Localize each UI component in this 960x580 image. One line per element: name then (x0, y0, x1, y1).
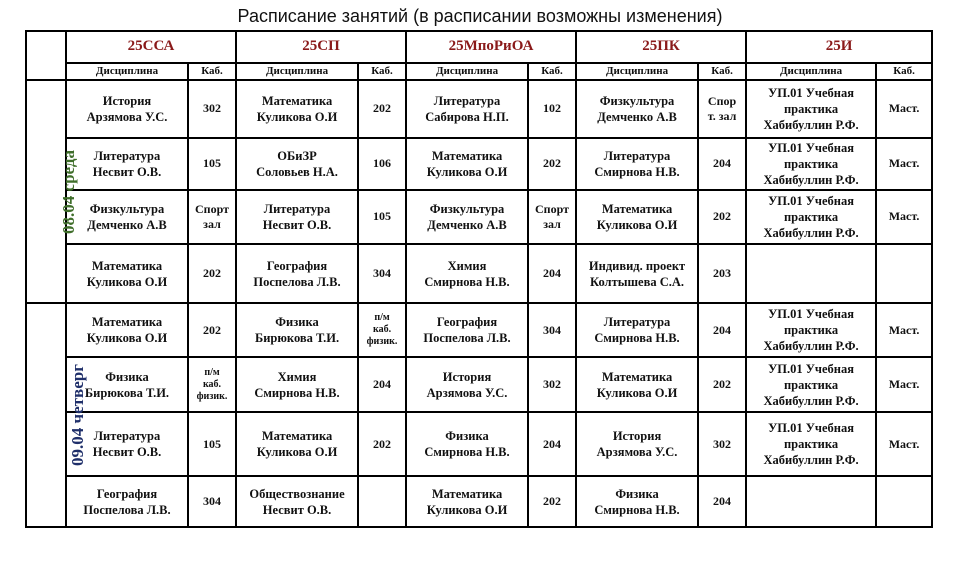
discipline-line: Демченко А.В (597, 109, 677, 124)
room-line: 202 (203, 322, 221, 337)
discipline-cell (746, 244, 876, 303)
discipline-cell (406, 476, 528, 527)
discipline-cell (746, 357, 876, 412)
discipline-line: Математика (91, 258, 163, 273)
room-line: физик. (366, 336, 398, 348)
discipline-line: Демченко А.В (427, 217, 507, 232)
room-cell (698, 80, 746, 138)
room-line: 304 (203, 494, 221, 509)
discipline-cell (406, 303, 528, 357)
room-line: 202 (543, 156, 562, 171)
room-cell (876, 476, 932, 527)
room-line: 106 (373, 156, 392, 171)
discipline-line: Несвит О.В. (92, 164, 162, 179)
discipline-line: практика (783, 437, 839, 452)
discipline-line: УП.01 Учебная (768, 193, 854, 208)
lesson-row (26, 303, 932, 357)
discipline-line: География (436, 315, 498, 330)
lesson-row (26, 80, 932, 138)
discipline-line: Физкультура (599, 93, 675, 108)
room-cell (188, 357, 236, 412)
discipline-header: Дисциплина (66, 63, 188, 80)
discipline-line: Несвит О.В. (262, 217, 332, 232)
lesson-row (26, 476, 932, 527)
discipline-cell (576, 357, 698, 412)
discipline-line: Литература (263, 201, 331, 216)
discipline-line: Куликова О.И (256, 109, 338, 124)
room-header: Каб. (188, 63, 236, 80)
room-header: Каб. (358, 63, 406, 80)
room-line: Маст. (888, 209, 920, 224)
discipline-line: Куликова О.И (86, 331, 168, 346)
page-title: Расписание занятий (в расписании возможны изменения) (237, 6, 723, 26)
room-cell (698, 357, 746, 412)
discipline-cell (746, 476, 876, 527)
discipline-cell (746, 412, 876, 476)
discipline-line: ОБиЗР (277, 148, 317, 163)
discipline-cell (406, 190, 528, 245)
discipline-line: Хабибуллин Р.Ф. (763, 453, 859, 468)
room-header: Каб. (876, 63, 932, 80)
group-header-row (26, 31, 932, 63)
discipline-line: Несвит О.В. (92, 445, 162, 460)
room-line: 302 (713, 436, 732, 451)
discipline-line: Химия (277, 369, 317, 384)
room-cell (876, 244, 932, 303)
room-cell (358, 303, 406, 357)
room-cell (876, 303, 932, 357)
room-cell (876, 190, 932, 245)
discipline-cell (236, 244, 358, 303)
discipline-line: История (442, 369, 492, 384)
room-cell (528, 412, 576, 476)
room-cell (528, 244, 576, 303)
room-cell (876, 412, 932, 476)
room-line: 204 (713, 156, 732, 171)
discipline-line: Поспелова Л.В. (423, 331, 511, 346)
room-cell (528, 80, 576, 138)
discipline-cell (746, 138, 876, 190)
room-line: п/м (204, 366, 220, 378)
discipline-cell (406, 80, 528, 138)
group-header: 25ССА (66, 31, 236, 63)
discipline-line: УП.01 Учебная (768, 85, 854, 100)
discipline-line: Математика (601, 201, 673, 216)
day-label: 08.04 среда (58, 149, 78, 234)
discipline-line: Арзямова У.С. (596, 445, 678, 460)
lesson-row (26, 412, 932, 476)
discipline-line: Колтышева С.А. (590, 274, 685, 289)
room-cell (358, 138, 406, 190)
discipline-cell (236, 190, 358, 245)
discipline-line: История (102, 93, 152, 108)
room-cell (698, 303, 746, 357)
discipline-header: Дисциплина (406, 63, 528, 80)
discipline-line: Смирнова Н.В. (594, 502, 680, 517)
room-line: 304 (373, 266, 392, 281)
discipline-line: Хабибуллин Р.Ф. (763, 225, 859, 240)
discipline-line: УП.01 Учебная (768, 140, 854, 155)
discipline-header: Дисциплина (576, 63, 698, 80)
discipline-line: УП.01 Учебная (768, 361, 854, 376)
discipline-line: География (266, 258, 328, 273)
subheader-row (26, 63, 932, 80)
room-line: Спорт (195, 201, 229, 216)
discipline-line: Сабирова Н.П. (425, 109, 509, 124)
room-cell (358, 412, 406, 476)
discipline-line: Математика (261, 93, 333, 108)
discipline-line: Литература (603, 315, 671, 330)
group-header: 25СП (236, 31, 406, 63)
discipline-line: Математика (431, 148, 503, 163)
group-header: 25МпоРиОА (406, 31, 576, 63)
discipline-header: Дисциплина (236, 63, 358, 80)
discipline-cell (746, 303, 876, 357)
discipline-line: Хабибуллин Р.Ф. (763, 339, 859, 354)
discipline-cell (406, 138, 528, 190)
room-line: каб. (372, 324, 392, 336)
discipline-cell (406, 412, 528, 476)
room-line: Маст. (888, 322, 920, 337)
room-line: 204 (543, 266, 562, 281)
room-cell (188, 190, 236, 245)
discipline-line: Куликова О.И (426, 164, 508, 179)
discipline-line: Поспелова Л.В. (83, 502, 171, 517)
room-line: Спорт (535, 201, 570, 216)
discipline-line: Смирнова Н.В. (594, 164, 680, 179)
discipline-line: Математика (91, 315, 163, 330)
room-cell (188, 476, 236, 527)
discipline-line: Физкультура (429, 201, 505, 216)
discipline-header: Дисциплина (746, 63, 876, 80)
discipline-line: Математика (601, 369, 673, 384)
discipline-cell (746, 80, 876, 138)
discipline-line: практика (783, 156, 839, 171)
discipline-cell (236, 138, 358, 190)
room-line: 202 (713, 209, 732, 224)
discipline-line: Физика (615, 486, 659, 501)
room-line: п/м (374, 312, 390, 324)
group-header: 25И (746, 31, 932, 63)
day-label: 09.04 четверг (67, 364, 87, 467)
discipline-line: Несвит О.В. (262, 502, 332, 517)
discipline-line: Куликова О.И (256, 445, 338, 460)
discipline-cell (406, 357, 528, 412)
discipline-line: Смирнова Н.В. (594, 331, 680, 346)
discipline-line: УП.01 Учебная (768, 307, 854, 322)
discipline-line: Физкультура (89, 201, 165, 216)
discipline-line: Смирнова Н.В. (424, 445, 510, 460)
day-label-cell (26, 303, 87, 527)
discipline-line: Соловьев Н.А. (256, 164, 338, 179)
discipline-cell (576, 476, 698, 527)
room-cell (358, 476, 406, 527)
room-cell (358, 80, 406, 138)
room-cell (528, 190, 576, 245)
discipline-line: Арзямова У.С. (86, 109, 168, 124)
room-cell (528, 303, 576, 357)
discipline-line: Индивид. проект (588, 258, 686, 273)
discipline-line: Куликова О.И (596, 217, 678, 232)
room-cell (698, 244, 746, 303)
discipline-cell (236, 303, 358, 357)
room-line: 204 (713, 322, 732, 337)
discipline-line: практика (783, 209, 839, 224)
room-line: т. зал (707, 108, 737, 123)
discipline-line: Куликова О.И (426, 502, 508, 517)
discipline-cell (576, 244, 698, 303)
day-label-cell (26, 80, 78, 304)
lesson-row (26, 357, 932, 412)
discipline-cell (66, 303, 188, 357)
discipline-cell (576, 138, 698, 190)
discipline-cell (576, 303, 698, 357)
discipline-line: Хабибуллин Р.Ф. (763, 117, 859, 132)
room-line: 302 (543, 377, 562, 392)
room-line: физик. (196, 390, 228, 402)
room-cell (188, 303, 236, 357)
room-line: 202 (713, 377, 732, 392)
room-line: 202 (373, 101, 392, 116)
room-line: 202 (373, 436, 392, 451)
room-header: Каб. (698, 63, 746, 80)
discipline-cell (236, 476, 358, 527)
room-cell (188, 138, 236, 190)
room-cell (188, 244, 236, 303)
room-cell (188, 412, 236, 476)
room-line: 105 (203, 156, 221, 171)
discipline-line: Арзямова У.С. (426, 385, 508, 400)
discipline-line: Математика (431, 486, 503, 501)
discipline-cell (66, 80, 188, 138)
room-cell (528, 138, 576, 190)
discipline-line: Физика (105, 369, 149, 384)
discipline-line: Бирюкова Т.И. (84, 385, 170, 400)
room-line: зал (203, 216, 221, 231)
room-line: 105 (373, 209, 392, 224)
discipline-cell (66, 476, 188, 527)
lesson-row (26, 190, 932, 245)
discipline-line: География (96, 486, 158, 501)
room-line: 204 (373, 377, 392, 392)
discipline-line: Хабибуллин Р.Ф. (763, 172, 859, 187)
discipline-cell (236, 80, 358, 138)
room-cell (188, 80, 236, 138)
lesson-row (26, 138, 932, 190)
room-cell (698, 412, 746, 476)
schedule-table (25, 30, 933, 528)
room-cell (698, 190, 746, 245)
discipline-line: Смирнова Н.В. (424, 274, 510, 289)
room-line: каб. (202, 378, 222, 390)
discipline-cell (576, 412, 698, 476)
discipline-line: Литература (93, 148, 161, 163)
room-line: Маст. (888, 377, 920, 392)
room-cell (698, 476, 746, 527)
room-cell (358, 357, 406, 412)
room-line: зал (543, 216, 561, 231)
room-cell (876, 138, 932, 190)
room-line: 203 (713, 266, 732, 281)
discipline-cell (66, 138, 188, 190)
room-line: 102 (543, 101, 562, 116)
discipline-line: Литература (603, 148, 671, 163)
discipline-line: История (612, 429, 662, 444)
room-line: 202 (203, 266, 221, 281)
room-cell (876, 80, 932, 138)
discipline-cell (576, 80, 698, 138)
discipline-line: Поспелова Л.В. (253, 274, 341, 289)
room-line: 204 (713, 494, 732, 509)
discipline-line: практика (783, 101, 839, 116)
room-line: Маст. (888, 436, 920, 451)
discipline-line: Физика (445, 429, 489, 444)
room-line: 202 (543, 494, 562, 509)
discipline-cell (236, 357, 358, 412)
room-cell (876, 357, 932, 412)
lesson-row (26, 244, 932, 303)
discipline-cell (406, 244, 528, 303)
room-line: 304 (543, 322, 562, 337)
discipline-line: Обществознание (249, 486, 345, 501)
discipline-line: Демченко А.В (87, 217, 167, 232)
group-header: 25ПК (576, 31, 746, 63)
discipline-line: Математика (261, 429, 333, 444)
discipline-line: практика (783, 323, 839, 338)
room-line: 204 (543, 436, 562, 451)
discipline-line: Физика (275, 315, 319, 330)
discipline-line: практика (783, 377, 839, 392)
room-line: Спор (707, 93, 737, 108)
discipline-line: Смирнова Н.В. (254, 385, 340, 400)
discipline-line: Куликова О.И (86, 274, 168, 289)
room-cell (358, 190, 406, 245)
room-line: Маст. (888, 156, 920, 171)
discipline-line: Литература (93, 429, 161, 444)
discipline-line: Химия (447, 258, 487, 273)
discipline-cell (236, 412, 358, 476)
room-header: Каб. (528, 63, 576, 80)
discipline-line: УП.01 Учебная (768, 421, 854, 436)
room-cell (528, 476, 576, 527)
discipline-cell (66, 190, 188, 245)
discipline-line: Литература (433, 93, 501, 108)
corner-cell (26, 31, 66, 80)
room-line: 302 (203, 101, 221, 116)
room-line: 105 (203, 436, 221, 451)
discipline-line: Бирюкова Т.И. (254, 331, 340, 346)
room-line: Маст. (888, 101, 920, 116)
discipline-cell (66, 244, 188, 303)
discipline-line: Хабибуллин Р.Ф. (763, 393, 859, 408)
room-cell (358, 244, 406, 303)
discipline-cell (576, 190, 698, 245)
discipline-line: Куликова О.И (596, 385, 678, 400)
room-cell (528, 357, 576, 412)
discipline-cell (746, 190, 876, 245)
room-cell (698, 138, 746, 190)
